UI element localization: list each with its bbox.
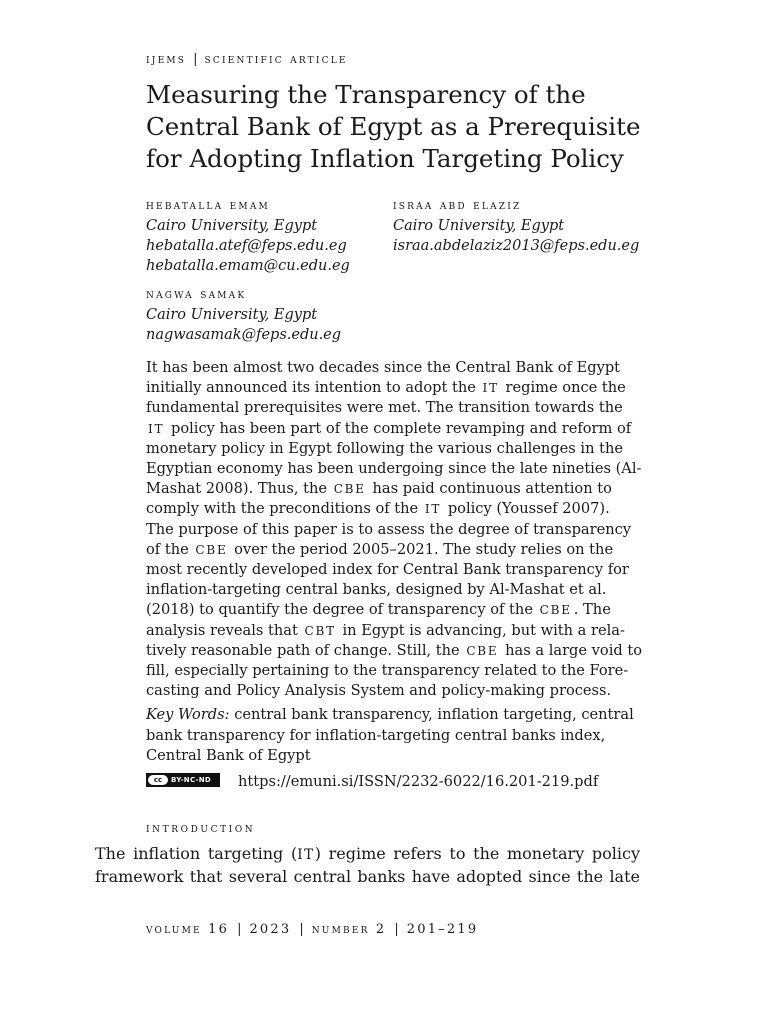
author-name: hebatalla emam bbox=[146, 198, 270, 213]
keywords-line: Central Bank of Egypt bbox=[146, 746, 311, 764]
author-email[interactable]: hebatalla.atef@feps.edu.eg bbox=[146, 238, 347, 254]
author-affiliation: Cairo University, Egypt bbox=[393, 218, 565, 234]
keywords-line: bank transparency for inflation-targeting central banks index, bbox=[146, 726, 606, 744]
abstract-body bbox=[146, 358, 646, 701]
keywords-line: central bank transparency, inflation targeting, central bbox=[234, 706, 634, 724]
introduction-body bbox=[95, 843, 640, 887]
abbreviation: CBT bbox=[304, 623, 336, 638]
abbreviation: CBE bbox=[333, 482, 366, 497]
author-email[interactable]: nagwasamak@feps.edu.eg bbox=[146, 327, 342, 343]
cc-badge-text: BY-NC-ND bbox=[171, 776, 212, 784]
footer-separator: | bbox=[237, 922, 242, 937]
doi-link[interactable]: https://emuni.si/ISSN/2232-6022/16.201-219.pdf bbox=[238, 773, 599, 790]
running-footer bbox=[146, 922, 478, 937]
abstract-line: (2018) to quantify the degree of transparency of the CBE . The bbox=[146, 601, 611, 619]
abstract-line: monetary policy in Egypt following the various challenges in the bbox=[146, 439, 624, 457]
author-email[interactable]: israa.abdelaziz2013@feps.edu.eg bbox=[393, 238, 640, 254]
cc-license-badge[interactable] bbox=[146, 773, 220, 787]
abstract-line: analysis reveals that CBT in Egypt is advancing, but with a rela- bbox=[146, 621, 625, 639]
introduction-line: The inflation targeting (IT) regime refers to the monetary policy bbox=[95, 844, 640, 863]
abbreviation: IT bbox=[424, 502, 442, 517]
article-type: scientific article bbox=[204, 52, 348, 67]
article-title bbox=[146, 79, 666, 175]
abstract-line: It has been almost two decades since the Central Bank of Egypt bbox=[146, 359, 621, 376]
abbreviation: CBE bbox=[195, 542, 228, 557]
cc-icon: cc bbox=[148, 775, 168, 785]
title-line: for Adopting Inflation Targeting Policy bbox=[146, 144, 624, 173]
author-1 bbox=[146, 196, 350, 276]
issue-number: number 2 bbox=[311, 922, 387, 937]
abstract-line: Mashat 2008). Thus, the CBE has paid continuous attention to bbox=[146, 480, 612, 498]
author-affiliation: Cairo University, Egypt bbox=[146, 307, 318, 323]
abbreviation: CBE bbox=[466, 643, 499, 658]
abbreviation: IT bbox=[148, 421, 165, 436]
keywords bbox=[146, 705, 646, 766]
author-3 bbox=[146, 285, 341, 345]
abstract bbox=[146, 358, 646, 766]
footer-separator: | bbox=[394, 922, 399, 937]
keywords-label: Key Words: bbox=[146, 706, 230, 724]
abstract-line: The purpose of this paper is to assess the degree of transparency bbox=[146, 520, 632, 538]
footer-separator: | bbox=[299, 922, 304, 937]
author-affiliation: Cairo University, Egypt bbox=[146, 218, 318, 234]
license-row bbox=[146, 772, 598, 792]
section-heading-introduction: introduction bbox=[146, 821, 256, 836]
abstract-line: most recently developed index for Central Bank transparency for bbox=[146, 561, 629, 579]
year: 2023 bbox=[249, 922, 292, 937]
abstract-line: initially announced its intention to adopt the IT regime once the bbox=[146, 379, 626, 397]
page-range: 201–219 bbox=[406, 922, 479, 937]
author-name: nagwa samak bbox=[146, 287, 247, 302]
running-header bbox=[146, 52, 348, 67]
title-line: Central Bank of Egypt as a Prerequisite bbox=[146, 112, 641, 141]
title-line: Measuring the Transparency of the bbox=[146, 80, 586, 109]
volume: volume 16 bbox=[146, 922, 230, 937]
abstract-line: IT policy has been part of the complete revamping and reform of bbox=[148, 419, 632, 437]
abbreviation: CBE bbox=[539, 603, 572, 618]
introduction-line: framework that several central banks have adopted since the late bbox=[95, 867, 640, 886]
abstract-line: Egyptian economy has been undergoing since the late nineties (Al- bbox=[146, 460, 642, 478]
abstract-line: inflation-targeting central banks, designed by Al-Mashat et al. bbox=[146, 581, 607, 599]
abbreviation: IT bbox=[297, 847, 315, 863]
author-name: israa abd elaziz bbox=[393, 198, 522, 213]
abstract-line: casting and Policy Analysis System and policy-making process. bbox=[146, 682, 612, 700]
abstract-line: fill, especially pertaining to the transparency related to the Fore- bbox=[146, 662, 629, 680]
journal-name: ijems bbox=[146, 52, 187, 67]
author-email[interactable]: hebatalla.emam@cu.edu.eg bbox=[146, 258, 350, 274]
abstract-line: comply with the preconditions of the IT policy (Youssef 2007). bbox=[146, 500, 610, 518]
abstract-line: of the CBE over the period 2005–2021. The study relies on the bbox=[146, 540, 614, 558]
abstract-line: tively reasonable path of change. Still, the CBE has a large void to bbox=[146, 641, 642, 659]
abbreviation: IT bbox=[482, 381, 499, 396]
author-2 bbox=[393, 196, 639, 256]
header-separator: | bbox=[193, 52, 198, 67]
abstract-line: fundamental prerequisites were met. The transition towards the bbox=[146, 399, 623, 417]
